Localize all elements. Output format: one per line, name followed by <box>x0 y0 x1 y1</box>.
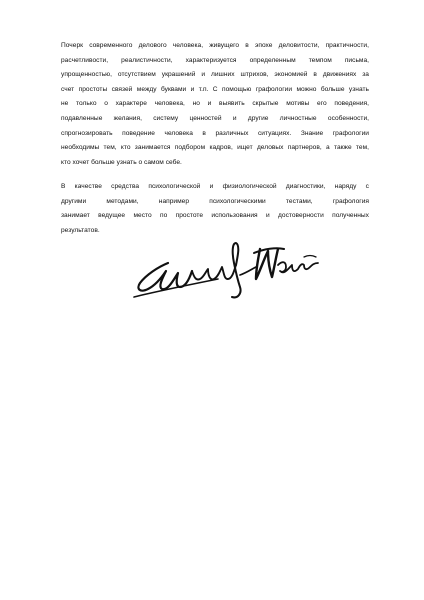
signature-stroke <box>240 267 256 275</box>
paragraph-handwriting-description <box>61 39 369 170</box>
signature-drawing <box>128 235 328 307</box>
paragraph-line: другими методами, например психологическими тестами, графология <box>61 197 369 205</box>
paragraph-line: спрогнозировать поведение человека в различных ситуациях. Знание графологии <box>61 129 369 137</box>
paragraph-line: необходимы тем, кто занимается подбором кадров, ищет деловых партнеров, а также тем, <box>61 144 369 152</box>
signature-stroke <box>256 249 278 279</box>
paragraph-line: не только о характере человека, но и выявить скрытые мотивы его поведения, <box>61 100 369 108</box>
signature-stroke <box>278 262 318 272</box>
signature-stroke <box>304 256 316 258</box>
paragraph-line: подавленные желания, систему ценностей и другие личностные особенности, <box>61 114 369 122</box>
paragraph-line: упрощенностью, отсутствием украшений и лишних штрихов, экономией в движениях за <box>61 71 369 79</box>
paragraph-line: В качестве средства психологической и физиологической диагностики, наряду с <box>61 183 369 190</box>
paragraph-line: занимает ведущее место по простоте использования и достоверности полученных <box>61 212 369 220</box>
paragraph-line: кто хочет больше узнать о самом себе. <box>61 158 182 166</box>
signature-stroke <box>192 265 236 280</box>
paragraph-graphology-diagnostics <box>61 180 369 238</box>
paragraph-line: расчетливости, реалистичности, характеризуется определенным темпом письма, <box>61 56 369 64</box>
paragraph-line: счет простоты связей между буквами и т.п. С помощью графологии можно больше узнать <box>61 85 369 93</box>
paragraph-line: результатов. <box>61 226 100 234</box>
handwritten-signature <box>128 235 328 307</box>
paragraph-line: Почерк современного делового человека, живущего в эпохе деловитости, практичности, <box>61 42 369 49</box>
